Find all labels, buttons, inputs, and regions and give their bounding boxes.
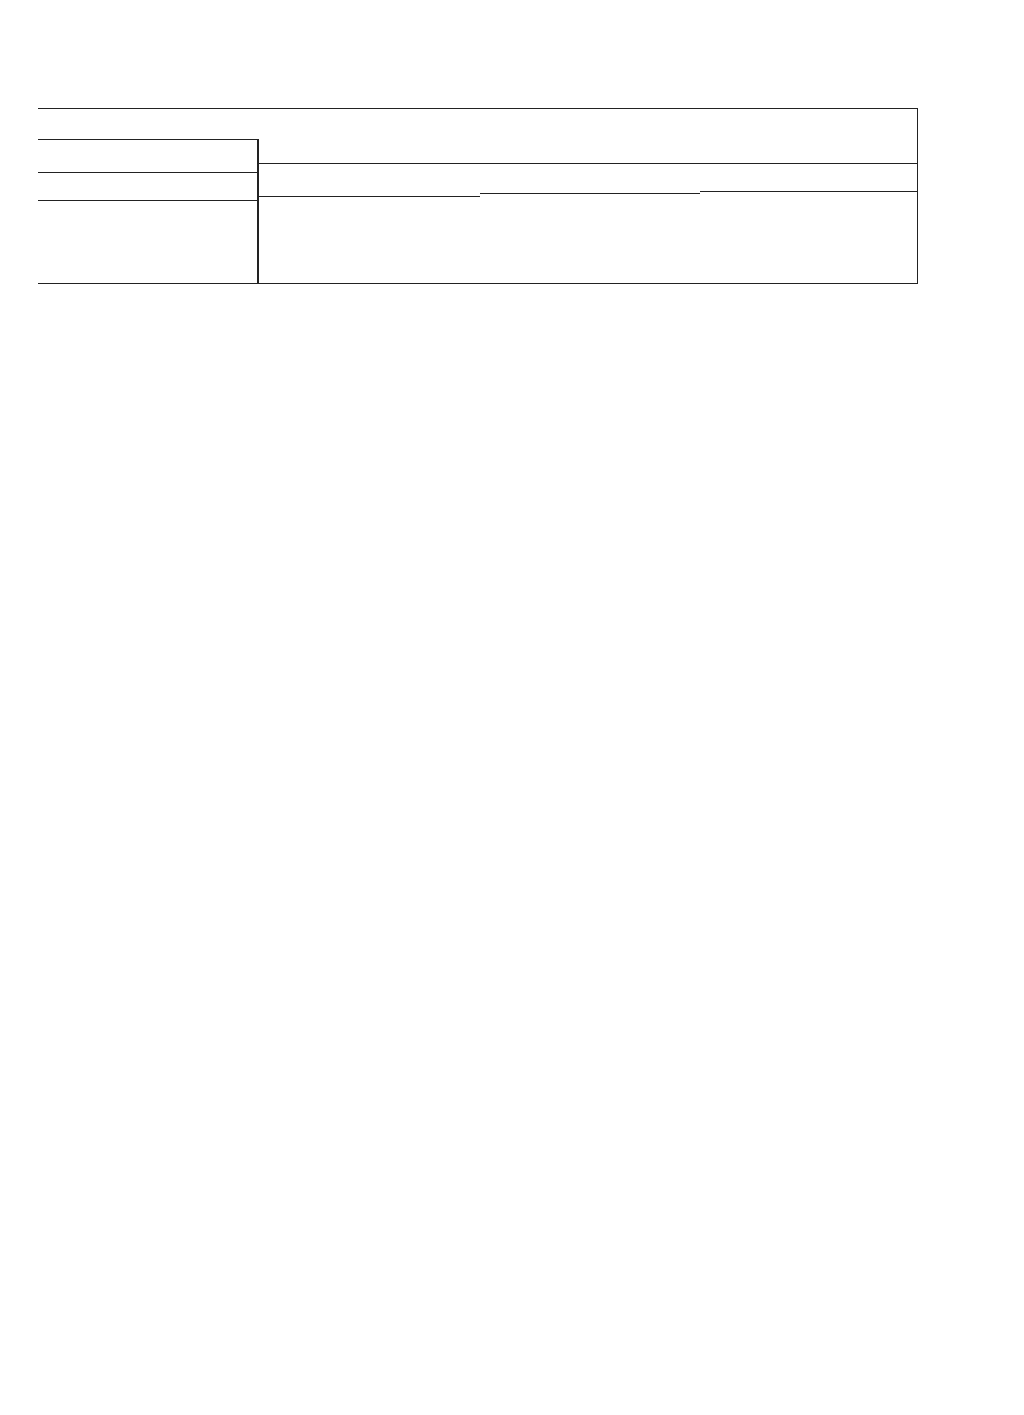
rule-c	[38, 172, 258, 173]
vrule-right	[917, 108, 918, 284]
rule-f	[480, 193, 700, 194]
rule-g	[700, 191, 918, 192]
rule-e	[258, 196, 480, 197]
rule-d	[38, 200, 258, 201]
rule-a	[38, 139, 258, 140]
rule-top	[38, 108, 918, 109]
rule-b	[258, 163, 918, 164]
vrule-main	[257, 139, 259, 284]
rule-bottom	[38, 283, 918, 284]
